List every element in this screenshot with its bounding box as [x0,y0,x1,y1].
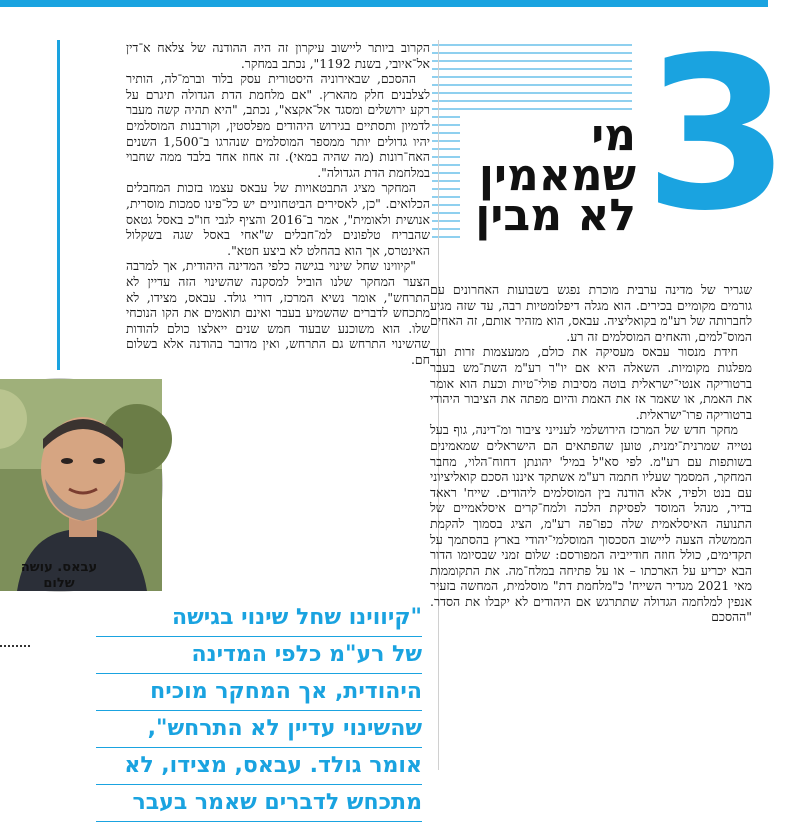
top-accent-bar [0,0,768,7]
headline-line: לא מבין [475,190,636,241]
headline [460,110,636,242]
article-paragraph: "קיווינו שחל שינוי בגישה כלפי המדינה היהודית, אך למרבה הצער המחקר שלנו הוביל למסקנה שהשינוי הזה עדיין לא התרחש", אומר נשיא המרכז, דורי גולד. עבאס, מצידו, לא מתכחש לדברים שהשמיע בעבר ואינם תואמים את הקו הנוכחי שלו. הוא משוכנע שבעוד חמש שנים ייאלצו כולם להודות שהשינוי התרחש גם התרחש, ואין מדובר בהודנה אלא בשלום חם. [126,258,430,367]
pull-quote-line: "קיווינו שחל שינוי בגישה [96,600,422,637]
accent-rule [57,40,60,370]
pull-quote [96,600,422,822]
caption-line: עבאס. עושה [20,560,98,575]
article-paragraph: מחקר חדש של המרכז הירושלמי לענייני ציבור ומ־דינה, גוף בעל נטייה שמרנית־ימנית, טוען שהפתאים הם הישראלים שמאמינים בשותפות עם רע"מ. לפי סא"ל במיל' יהונתן דחוח־הלוי, מחבר המחקר, המסמך שעליו חתמה רע"מ אשתקד איננו הסכם קואליציוני עם בנט ולפיד, אלא הודנה בין המוסלמים ליהודים. שייח' ראאד בדיר, מנהל המוסד לפסיקת הלכה ולמח־קרים איסלאמיים של התנועה האיסלאמית שלה כפו־פה רע"מ, הציג בסמוך להקמת הממשלה הצעה ליישוב הסכסוך המוסלמי־יהודי בארץ בהסתמך על תקדימים, כולל חוזה חודייביה המפורסם: שלום זמני שבסיומו הדור הבא יכריע על הארכתו – או על פתיחה במלח־מה. את התקוממות מאי 2021 מגדיר השייח' כ"מלחמת דת" מוסלמית, המחשה בזעיר אנפין למלחמה הגדולה שתתרגש אם היהודים לא יקבלו את הסדר. "ההסכם [430,422,753,625]
pull-quote-line: היהודית, אך המחקר מוכיח [96,674,422,711]
article-column-left [126,40,430,367]
headline-line: מי [591,110,636,161]
pull-quote-line: של רע"מ כלפי המדינה [96,637,422,674]
pull-quote-line: שהשינוי עדיין לא התרחש", [96,711,422,748]
pull-quote-line: אומר גולד. עבאס, מצידו, לא [96,748,422,785]
pull-quote-line: מתכחש לדברים שאמר בעבר [96,785,422,822]
dotted-rule [0,645,30,647]
article-paragraph: המחקר מציג התבטאויות של עבאס עצמו בזכות המחבלים הכלואים. "כן, לאסירים הביטחוניים יש כל־פינו סמכות מוסרית, אנושית ולאומית", אמר ב־2016 והציף לגבי חו"כ באסל גטאס שהבריח טלפונים למ־חבלים ש"אחי באסל שגה בשקלול האינטרס, אך הוא בהחלט לא ביצע חטא". [126,180,430,258]
photo-caption [4,560,114,592]
article-paragraph: הקרוב ביותר ליישוב עיקרון זה היה ההודנה של צלאח א־דין אל־איובי, בשנת 1192", נכתב במחקר. [126,40,430,71]
article-paragraph: חידת מנסור עבאס מעסיקה את כולם, ממעצמות זרות ועד מפלגות מקומיות. השאלה היא אם יו"ר רע"מ השת־מש בעבר ברטוריקה אנטי־ישראלית בוטה מסיבות פולי־טיות וכעת הוא אומר את האמת, או שאמר אז את האמת והיום מפתה את הציבור היהודי ברטוריקה פרו־ישראלית. [430,344,752,422]
section-number: 3 [644,12,790,257]
caption-line: שלום [43,576,75,591]
article-paragraph: ההסכם, שבאירוניה היסטורית עסק בלוד וברמ־לה, הותיר לצלבנים חלק מהארץ. "אם מלחמת הדת הגדולה תיגרם על רקע ירושלים ומסגד אל־אקצא", נכתב, "היא תהיה קשה מעבר לדמיון ותסתיים בגירוש היהודים מפלסטין, וקורבנות המוסלמים יהיו גדולים יותר ממספר המוסלמים שנהרגו ב־1,500 השנים האח־רונות (מה שהיה במאי). זה אחוז אחד בלבד ממה שחבוי במלחמת הדת הגדולה". [126,71,430,180]
article-column-right [430,282,752,625]
article-paragraph: שגריר של מדינה ערבית מוכרת נפגש בשבועות האחרונים עם גורמים מקומיים בכירים. הוא מגלה דיפלומטיות רבה, עד שזה מגיע לחברותה של רע"מ בקואליציה. עבאס, הוא מזהיר אותם, זה האחים המוס־למים, והאחים המוסלמים זה רע. [430,282,752,344]
headline-line: שמאמין [478,150,636,201]
